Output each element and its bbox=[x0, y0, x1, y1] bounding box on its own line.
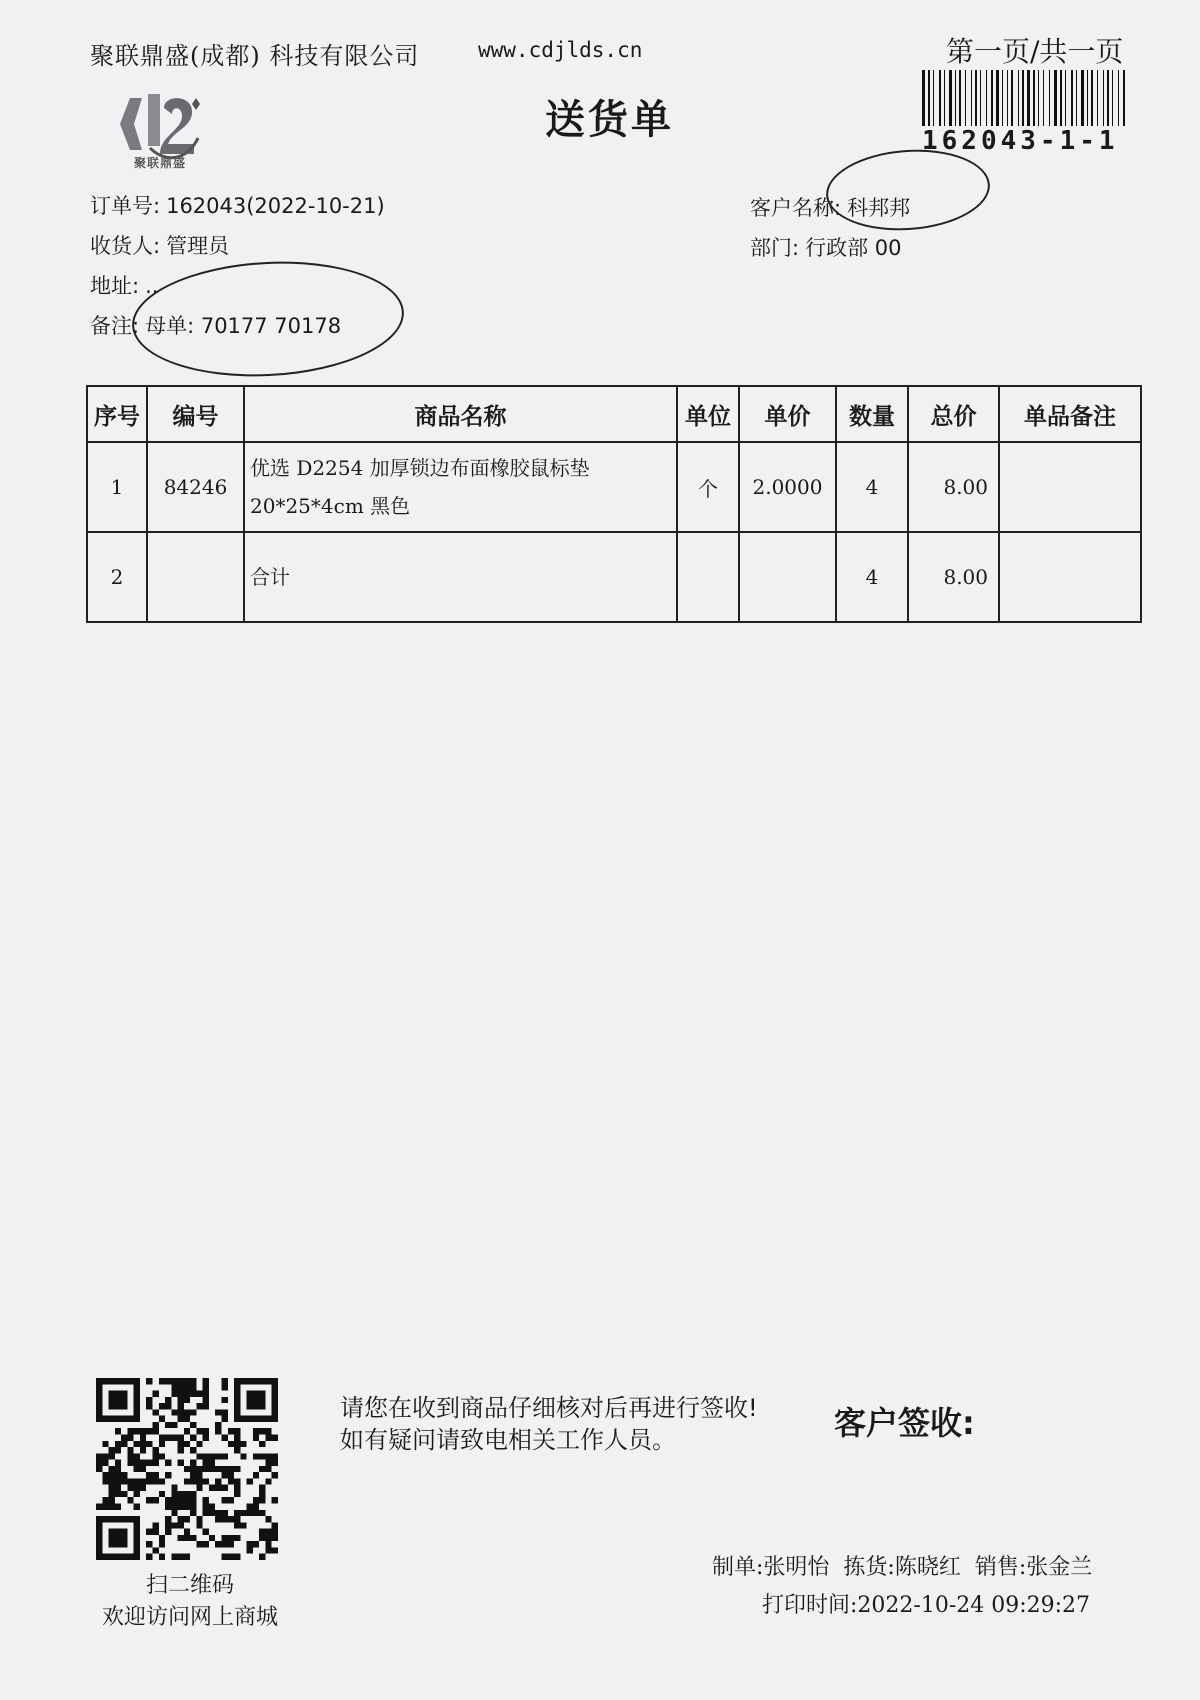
qr-code-icon[interactable] bbox=[96, 1378, 278, 1560]
qr-caption: 扫二维码 bbox=[145, 1573, 234, 1598]
table-header-row bbox=[87, 386, 1141, 442]
customer-name: 科邦邦 bbox=[847, 196, 911, 220]
header-product-name: 商品名称 bbox=[244, 386, 677, 442]
cell-unit-price bbox=[739, 532, 836, 622]
notice-text: 请您在收到商品仔细核对后再进行签收!如有疑问请致电相关工作人员。 bbox=[340, 1394, 758, 1454]
handwritten-circle-remark bbox=[129, 255, 407, 383]
receiver: 管理员 bbox=[166, 234, 230, 258]
maker: 制单:张明怡 bbox=[712, 1555, 830, 1580]
receiver-label: 收货人: bbox=[90, 234, 161, 258]
barcode bbox=[920, 70, 1132, 128]
department: 行政部 00 bbox=[805, 236, 902, 260]
customer-signature-label: 客户签收: bbox=[834, 1404, 975, 1442]
remark: 母单: 70177 70178 bbox=[145, 314, 342, 338]
product-name-line2: 20*25*4cm 黑色 bbox=[250, 494, 411, 518]
table-row bbox=[87, 442, 1141, 532]
header-item-note: 单品备注 bbox=[999, 386, 1141, 442]
cell-code bbox=[147, 532, 244, 622]
qr-caption-mall: 欢迎访问网上商城 bbox=[101, 1605, 278, 1630]
order-number-label: 订单号: bbox=[90, 194, 161, 218]
cell-total: 8.00 bbox=[908, 532, 999, 622]
header-seq: 序号 bbox=[87, 386, 147, 442]
cell-total: 8.00 bbox=[908, 442, 999, 532]
cell-product-name bbox=[244, 532, 677, 622]
department-row bbox=[750, 232, 901, 262]
picker: 拣货:陈晓红 bbox=[843, 1555, 961, 1580]
product-name-line1: 合计 bbox=[250, 565, 290, 589]
address: .. bbox=[145, 274, 159, 298]
cell-code: 84246 bbox=[147, 442, 244, 532]
cell-item-note bbox=[999, 532, 1141, 622]
header-unit: 单位 bbox=[677, 386, 739, 442]
document-title: 送货单 bbox=[545, 96, 674, 143]
logo-text: 聚联鼎盛 bbox=[133, 156, 186, 170]
company-name: 聚联鼎盛(成都) 科技有限公司 bbox=[90, 42, 420, 70]
cell-quantity: 4 bbox=[836, 442, 908, 532]
table-row bbox=[87, 532, 1141, 622]
header-unit-price: 单价 bbox=[739, 386, 836, 442]
company-website: www.cdjlds.cn bbox=[478, 38, 643, 62]
product-name-line1: 优选 D2254 加厚锁边布面橡胶鼠标垫 bbox=[250, 456, 590, 480]
cell-seq: 2 bbox=[87, 532, 147, 622]
cell-item-note bbox=[999, 442, 1141, 532]
receiver-row bbox=[90, 230, 229, 260]
staff-row bbox=[712, 1550, 1160, 1581]
cell-unit: 个 bbox=[677, 442, 739, 532]
cell-unit bbox=[677, 532, 739, 622]
header-total: 总价 bbox=[908, 386, 999, 442]
order-number-row bbox=[90, 190, 385, 220]
remark-label: 备注: bbox=[90, 314, 140, 338]
cell-quantity: 4 bbox=[836, 532, 908, 622]
department-label: 部门: bbox=[750, 236, 800, 260]
header-code: 编号 bbox=[147, 386, 244, 442]
header-quantity: 数量 bbox=[836, 386, 908, 442]
cell-product-name bbox=[244, 442, 677, 532]
customer-label: 客户名称: bbox=[750, 196, 842, 220]
cell-unit-price: 2.0000 bbox=[739, 442, 836, 532]
page-indicator: 第一页/共一页 bbox=[946, 35, 1124, 68]
order-number: 162043(2022-10-21) bbox=[166, 194, 385, 218]
sales: 销售:张金兰 bbox=[974, 1555, 1093, 1580]
barcode-number: 162043-1-1 bbox=[922, 126, 1119, 156]
items-table bbox=[86, 385, 1142, 623]
print-time: 打印时间:2022-10-24 09:29:27 bbox=[762, 1593, 1091, 1618]
address-label: 地址: bbox=[90, 274, 140, 298]
cell-seq: 1 bbox=[87, 442, 147, 532]
